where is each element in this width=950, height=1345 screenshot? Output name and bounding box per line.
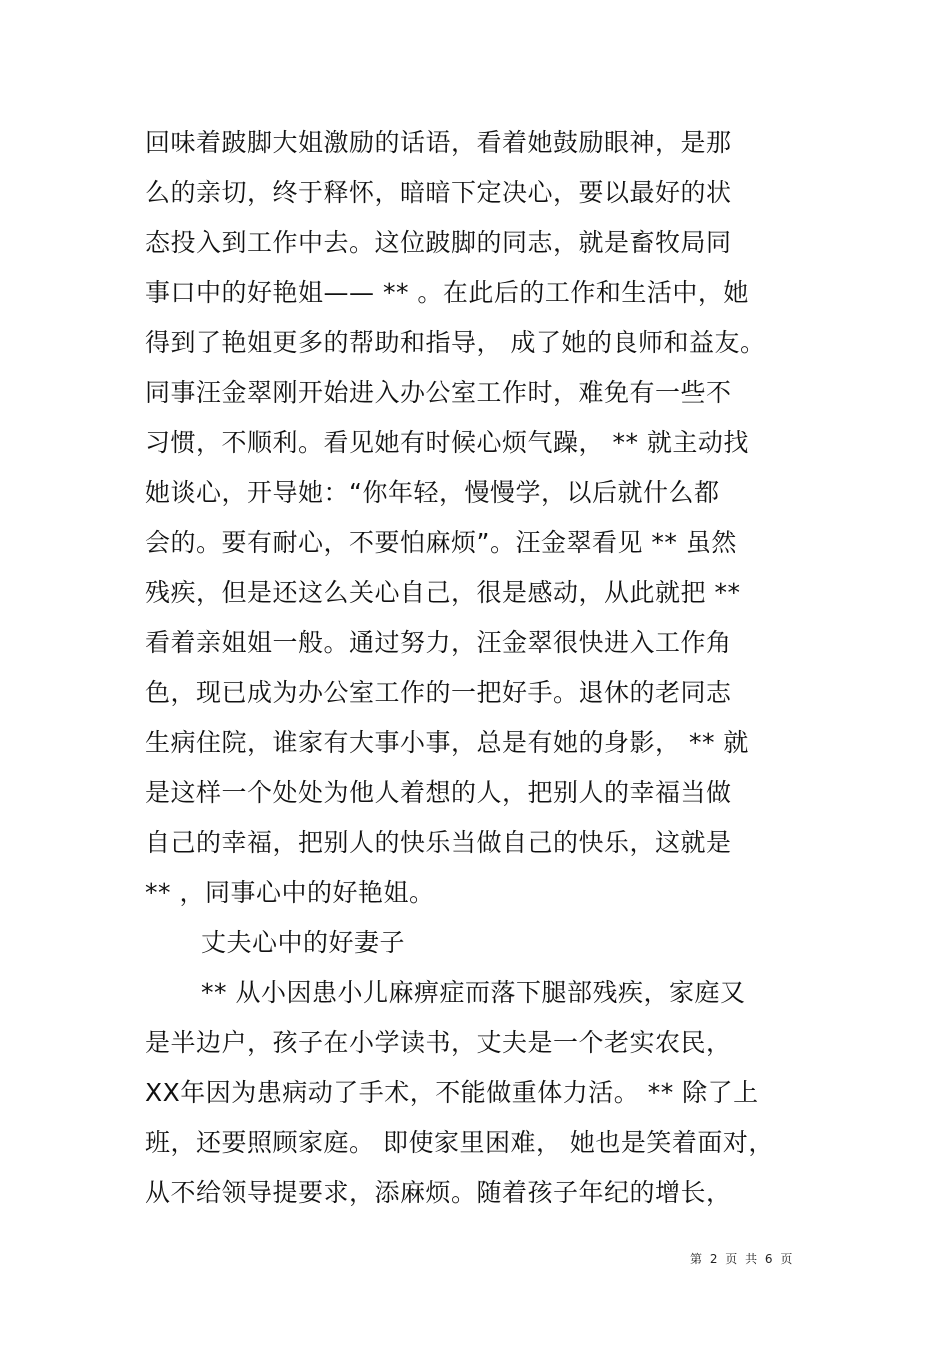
- text-line: ** ，同事心中的好艳姐。: [145, 878, 435, 907]
- text-line: 是半边户，孩子在小学读书，丈夫是一个老实农民，: [145, 1028, 732, 1057]
- text-line: 态投入到工作中去。这位跛脚的同志，就是畜牧局同: [145, 228, 732, 257]
- text-line: ** 从小因患小儿麻痹症而落下腿部残疾，家庭又: [201, 978, 746, 1007]
- text-line: 色，现已成为办公室工作的一把好手。退休的老同志: [145, 678, 732, 707]
- text-line: 回味着跛脚大姐激励的话语，看着她鼓励眼神，是那: [145, 128, 732, 157]
- text-line: 看着亲姐姐一般。通过努力，汪金翠很快进入工作角: [145, 628, 732, 657]
- text-line: 习惯，不顺利。看见她有时候心烦气躁， ** 就主动找: [145, 428, 749, 457]
- body-text: [145, 118, 825, 1218]
- text-line: 么的亲切，终于释怀，暗暗下定决心，要以最好的状: [145, 178, 732, 207]
- text-line: XX年因为患病动了手术，不能做重体力活。 ** 除了上: [145, 1078, 759, 1107]
- text-line: 自己的幸福，把别人的快乐当做自己的快乐，这就是: [145, 828, 732, 857]
- text-line: 事口中的好艳姐—— ** 。在此后的工作和生活中，她: [145, 278, 749, 307]
- page-number: 第 2 页 共 6 页: [690, 1252, 795, 1266]
- text-line: 残疾，但是还这么关心自己，很是感动，从此就把 **: [145, 578, 741, 607]
- text-line: 她谈心，开导她：“你年轻，慢慢学，以后就什么都: [145, 478, 720, 507]
- text-line: 是这样一个处处为他人着想的人，把别人的幸福当做: [145, 778, 732, 807]
- text-line: 从不给领导提要求，添麻烦。随着孩子年纪的增长，: [145, 1178, 732, 1207]
- text-line: 生病住院，谁家有大事小事，总是有她的身影， ** 就: [145, 728, 749, 757]
- text-line: 得到了艳姐更多的帮助和指导， 成了她的良师和益友。: [145, 328, 766, 357]
- text-line: 会的。要有耐心，不要怕麻烦”。汪金翠看见 ** 虽然: [145, 528, 737, 557]
- text-line: 同事汪金翠刚开始进入办公室工作时，难免有一些不: [145, 378, 732, 407]
- text-line: 班，还要照顾家庭。 即使家里困难， 她也是笑着面对，: [145, 1128, 774, 1157]
- section-heading: 丈夫心中的好妻子: [201, 928, 406, 957]
